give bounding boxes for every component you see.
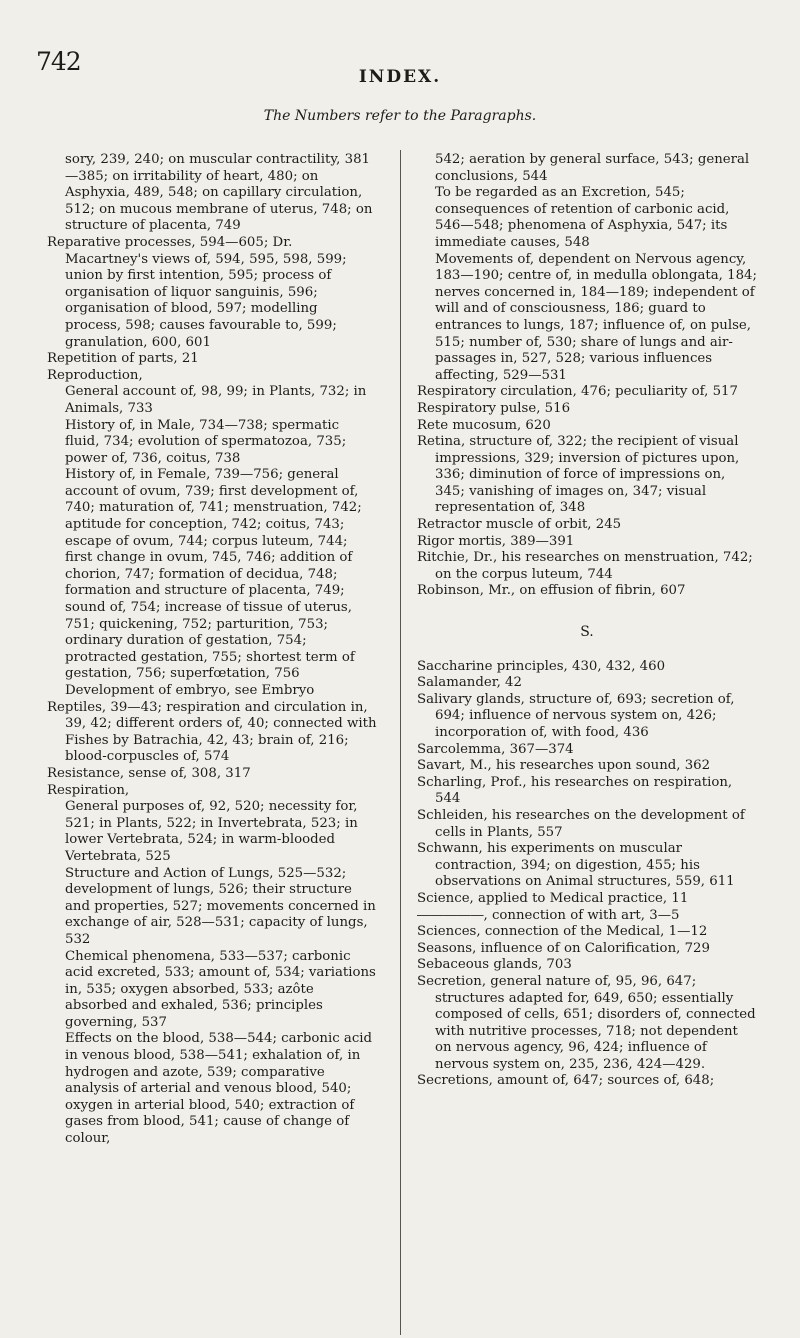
index-entry: Reparative processes, 594—605; Dr. Macartney's views of, 594, 595, 598, 599; union by first intention, 595; process of organisation of liquor sanguinis, 596; organisation of blood, 597; modelling process, 598; causes favourable to, 599; granulation, 600, 601 — [47, 234, 347, 350]
index-entry: Ritchie, Dr., his researches on menstruation, 742; on the corpus luteum, 744 — [417, 550, 753, 582]
index-entry: Development of embryo, see Embryo — [65, 683, 315, 698]
index-entry: Retina, structure of, 322; the recipient of visual impressions, 329; inversion of pictures upon, 336; diminution of force of impressions on, 345; vanishing of images on, 347; visual representation of, 348 — [417, 434, 740, 516]
right-column-top — [417, 152, 757, 600]
index-entry: Savart, M., his researches upon sound, 362 — [417, 758, 711, 774]
index-entry: Secretion, general nature of, 95, 96, 647; structures adapted for, 649, 650; essentially composed of cells, 651; disorders of, connected with nutritive processes, 718; not dependent on nervous agency, 96, 424; influence of nervous system on, 235, 236, 424—429. — [417, 973, 756, 1072]
page-number: 742 — [36, 47, 81, 76]
index-entry: History of, in Female, 739—756; general account of ovum, 739; first development of, 740; maturation of, 741; menstruation, 742; aptitude for conception, 742; coitus, 743; escape of ovum, 744; corpus luteum, 744; first change in ovum, 745, 746; addition of chorion, 747; formation of decidua, 748; formation and structure of placenta, 749; sound of, 754; increase of tissue of uterus, 751; quickening, 752; parturition, 753; ordinary duration of gestation, 754; protracted gestation, 755; shortest term of gestation, 756; superfœtation, 756 — [65, 467, 362, 682]
index-entry: Structure and Action of Lungs, 525—532; development of lungs, 526; their structure and properties, 527; movements concerned in exchange of air, 528—531; capacity of lungs, 532 — [65, 865, 376, 947]
index-entry: General purposes of, 92, 520; necessity for, 521; in Plants, 522; in Invertebrata, 523; in lower Vertebrata, 524; in warm-blooded Vertebrata, 525 — [65, 799, 358, 864]
index-entry: Seasons, influence of on Calorification, 729 — [417, 940, 710, 956]
page-subtitle: The Numbers refer to the Paragraphs. — [263, 108, 537, 124]
column-divider — [400, 150, 401, 1335]
index-entry: Salivary glands, structure of, 693; secretion of, 694; influence of nervous system on, 426; incorporation of, with food, 436 — [417, 691, 735, 740]
index-entry: Saccharine principles, 430, 432, 460 — [417, 658, 666, 674]
index-entry: Retractor muscle of orbit, 245 — [417, 517, 622, 533]
index-entry: Scharling, Prof., his researches on respiration, 544 — [417, 774, 733, 807]
index-entry: Sebaceous glands, 703 — [417, 957, 572, 973]
index-entry: Secretions, amount of, 647; sources of, 648; — [417, 1073, 715, 1089]
index-entry: Rigor mortis, 389—391 — [417, 533, 575, 549]
index-entry: History of, in Male, 734—738; spermatic fluid, 734; evolution of spermatozoa, 735; power of, 736, coitus, 738 — [65, 417, 347, 466]
index-entry: Respiratory circulation, 476; peculiarity of, 517 — [417, 384, 738, 400]
right-column-bottom — [417, 659, 757, 1090]
index-entry: Respiration, — [47, 782, 130, 798]
index-entry: Reptiles, 39—43; respiration and circulation in, 39, 42; different orders of, 40; connected with Fishes by Batrachia, 42, 43; brain of, 216; blood-corpuscles of, 574 — [47, 699, 377, 765]
index-entry: Respiratory pulse, 516 — [417, 400, 571, 416]
index-entry: Movements of, dependent on Nervous agency, 183—190; centre of, in medulla oblongata, 184; nerves concerned in, 184—189; independent of will and of consciousness, 186; guard to entrances to lungs, 187; influence of, on pulse, 515; number of, 530; share of lungs and air-passages in, 527, 528; various influences affecting, 529—531 — [435, 251, 757, 383]
index-entry: Chemical phenomena, 533—537; carbonic acid excreted, 533; amount of, 534; variations in, 535; oxygen absorbed, 533; azôte absorbed and exhaled, 536; principles governing, 537 — [65, 948, 376, 1030]
page-title: INDEX. — [358, 67, 442, 87]
index-entry: Schwann, his experiments on muscular contraction, 394; on digestion, 455; his observations on Animal structures, 559, 611 — [417, 841, 735, 890]
index-entry: Repetition of parts, 21 — [47, 351, 199, 367]
section-letter-heading: S. — [580, 624, 594, 641]
index-entry: 542; aeration by general surface, 543; general conclusions, 544 — [435, 152, 750, 184]
index-entry: Rete mucosum, 620 — [417, 417, 551, 433]
index-entry: Reproduction, — [47, 367, 143, 383]
index-entry: Robinson, Mr., on effusion of fibrin, 607 — [417, 583, 686, 599]
index-entry: Resistance, sense of, 308, 317 — [47, 765, 251, 781]
index-entry: To be regarded as an Excretion, 545; consequences of retention of carbonic acid, 546—548; phenomena of Asphyxia, 547; its immediate causes, 548 — [435, 185, 730, 250]
right-column — [417, 152, 757, 1090]
index-entry: Sciences, connection of the Medical, 1—12 — [417, 924, 708, 940]
index-entry: Schleiden, his researches on the development of cells in Plants, 557 — [417, 807, 745, 840]
left-column — [47, 152, 377, 1148]
index-entry: General account of, 98, 99; in Plants, 732; in Animals, 733 — [65, 384, 367, 416]
index-entry: Science, applied to Medical practice, 11 — [417, 890, 689, 906]
index-entry: Sarcolemma, 367—374 — [417, 741, 574, 757]
index-entry: Effects on the blood, 538—544; carbonic acid in venous blood, 538—541; exhalation of, in hydrogen and azote, 539; comparative analysis of arterial and venous blood, 540; oxygen in arterial blood, 540; extraction of gases from blood, 541; cause of change of colour, — [65, 1031, 373, 1147]
index-entry: sory, 239, 240; on muscular contractility, 381—385; on irritability of heart, 480; on Asphyxia, 489, 548; on capillary circulation, 512; on mucous membrane of uterus, 748; on structure of placenta, 749 — [65, 152, 373, 234]
index-entry: ―――――, connection of with art, 3—5 — [417, 907, 680, 923]
index-entry: Salamander, 42 — [417, 675, 522, 691]
